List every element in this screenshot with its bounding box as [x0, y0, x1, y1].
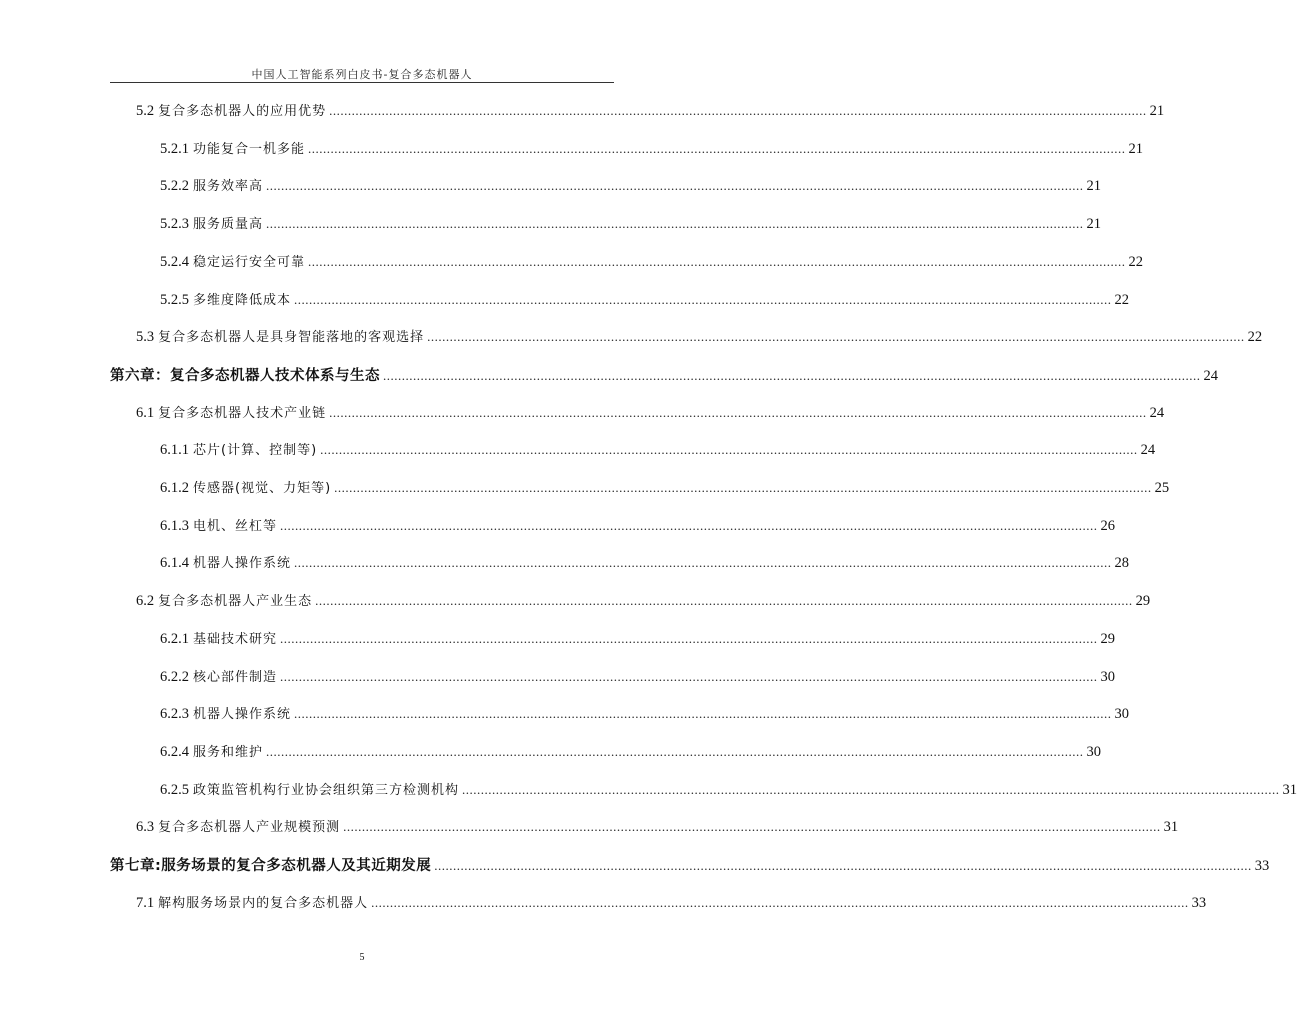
toc-entry[interactable] — [0, 552, 1130, 574]
toc-entry-title: 服务质量高 — [193, 217, 264, 233]
toc-entry-number: 5.2.3 — [160, 216, 189, 233]
toc-entry-page: 25 — [1154, 480, 1170, 496]
toc-entry[interactable] — [0, 289, 1130, 311]
toc-entry-page: 24 — [1149, 404, 1165, 421]
toc-entry-title: 电机、丝杠等 — [193, 518, 278, 534]
toc-entry-page: 21 — [1128, 140, 1144, 157]
toc-entry[interactable] — [0, 590, 1151, 612]
toc-dot-leader — [280, 518, 1098, 534]
toc-entry-number: 6.2.3 — [160, 706, 189, 723]
toc-dot-leader — [434, 858, 1252, 874]
toc-entry[interactable] — [0, 779, 1297, 801]
toc-entry-number: 6.2.5 — [160, 781, 189, 798]
toc-entry[interactable] — [0, 402, 1165, 424]
toc-dot-leader — [383, 368, 1201, 384]
toc-entry-number: 6.1.3 — [160, 517, 189, 534]
toc-entry-title: 功能复合一机多能 — [193, 141, 306, 157]
toc-entry-page: 24 — [1140, 442, 1156, 459]
toc-entry[interactable] — [0, 477, 1170, 499]
toc-entry-number: 5.2.1 — [160, 140, 189, 157]
toc-entry-page: 30 — [1114, 706, 1130, 723]
toc-entry-number: 6.1.2 — [160, 480, 189, 496]
toc-dot-leader — [329, 103, 1147, 119]
toc-entry-page: 24 — [1203, 367, 1218, 384]
toc-entry-page: 21 — [1149, 103, 1165, 119]
toc-entry-number: 5.3 — [136, 329, 155, 346]
toc-entry[interactable] — [0, 175, 1102, 197]
page-number: 5 — [359, 952, 365, 963]
toc-dot-leader — [343, 819, 1161, 835]
toc-entry-number: 6.1.4 — [160, 555, 189, 572]
toc-entry-number: 6.2.2 — [160, 668, 189, 685]
toc-entry-number: 5.2.2 — [160, 178, 189, 195]
toc-dot-leader — [462, 782, 1280, 798]
toc-entry[interactable] — [0, 326, 1263, 348]
toc-entry[interactable] — [0, 628, 1116, 650]
toc-dot-leader — [294, 292, 1112, 308]
toc-entry-page: 22 — [1114, 291, 1130, 308]
toc-dot-leader — [266, 178, 1084, 194]
toc-dot-leader — [427, 329, 1245, 345]
toc-entry-title: 复合多态机器人产业规模预测 — [158, 820, 341, 836]
toc-entry-number: 6.2.4 — [160, 743, 189, 760]
toc-entry-number: 5.2.5 — [160, 291, 189, 308]
toc-dot-leader — [294, 555, 1112, 571]
toc-entry-page: 30 — [1086, 743, 1102, 760]
toc-entry[interactable] — [0, 816, 1179, 838]
toc-entry-page: 33 — [1254, 858, 1270, 874]
toc-entry-page: 29 — [1100, 630, 1116, 647]
toc-entry-title: 基础技术研究 — [193, 631, 278, 647]
toc-entry-page: 31 — [1282, 781, 1297, 798]
toc-entry-title: 第六章：复合多态机器人技术体系与生态 — [110, 367, 380, 384]
toc-entry-page: 33 — [1191, 894, 1207, 911]
toc-entry[interactable] — [0, 138, 1144, 160]
toc-dot-leader — [280, 669, 1098, 685]
toc-entry-number: 5.2 — [136, 103, 155, 119]
toc-entry[interactable] — [0, 515, 1116, 537]
toc-entry-title: 政策监管机构行业协会组织第三方检测机构 — [193, 782, 460, 798]
toc-entry-title: 第七章:服务场景的复合多态机器人及其近期发展 — [110, 858, 432, 874]
toc-entry-page: 29 — [1135, 593, 1151, 610]
toc-dot-leader — [329, 405, 1147, 421]
toc-entry-title: 核心部件制造 — [193, 669, 278, 685]
toc-entry-number: 6.2 — [136, 593, 155, 610]
toc-entry-title: 芯片(计算、控制等) — [193, 443, 318, 459]
toc-entry[interactable] — [0, 741, 1102, 763]
toc-dot-leader — [280, 631, 1098, 647]
toc-entry[interactable] — [0, 892, 1207, 914]
toc-entry-page: 22 — [1128, 253, 1144, 270]
toc-entry-title: 服务效率高 — [193, 179, 264, 195]
toc-dot-leader — [266, 744, 1084, 760]
toc-dot-leader — [308, 141, 1126, 157]
toc-entry-page: 26 — [1100, 517, 1116, 534]
toc-entry[interactable] — [0, 666, 1116, 688]
toc-entry-title: 机器人操作系统 — [193, 556, 292, 572]
toc-dot-leader — [266, 216, 1084, 232]
toc-entry-title: 机器人操作系统 — [193, 707, 292, 723]
toc-entry[interactable] — [0, 364, 1218, 386]
toc-entry-title: 复合多态机器人技术产业链 — [158, 405, 327, 421]
toc-entry[interactable] — [0, 854, 1270, 876]
toc-entry-number: 5.2.4 — [160, 253, 189, 270]
toc-entry-page: 22 — [1247, 329, 1263, 346]
toc-entry-title: 解构服务场景内的复合多态机器人 — [158, 895, 369, 911]
toc-entry-page: 21 — [1086, 178, 1102, 195]
toc-entry-page: 28 — [1114, 555, 1130, 572]
toc-entry-title: 传感器(视觉、力矩等) — [193, 481, 332, 496]
toc-dot-leader — [334, 480, 1152, 496]
toc-entry-number: 6.1.1 — [160, 442, 189, 459]
toc-entry-title: 多维度降低成本 — [193, 292, 292, 308]
toc-entry-number: 6.1 — [136, 404, 155, 421]
toc-dot-leader — [320, 442, 1138, 458]
toc-entry-number: 7.1 — [136, 894, 155, 911]
running-header: 中国人工智能系列白皮书-复合多态机器人 — [251, 68, 473, 81]
header-rule — [110, 82, 614, 83]
toc-entry[interactable] — [0, 251, 1144, 273]
toc-dot-leader — [294, 706, 1112, 722]
toc-dot-leader — [371, 895, 1189, 911]
toc-entry-page: 31 — [1163, 819, 1179, 836]
toc-entry-title: 服务和维护 — [193, 744, 264, 760]
toc-entry-title: 复合多态机器人的应用优势 — [158, 104, 327, 119]
toc-dot-leader — [308, 254, 1126, 270]
toc-entry-page: 21 — [1086, 216, 1102, 233]
toc-entry[interactable] — [0, 703, 1130, 725]
toc-entry[interactable] — [0, 100, 1165, 122]
toc-dot-leader — [315, 593, 1133, 609]
toc-entry-title: 稳定运行安全可靠 — [193, 254, 306, 270]
toc-entry[interactable] — [0, 213, 1102, 235]
toc-entry-title: 复合多态机器人是具身智能落地的客观选择 — [158, 330, 425, 346]
toc-entry-number: 6.2.1 — [160, 630, 189, 647]
toc-entry[interactable] — [0, 439, 1156, 461]
toc-entry-number: 6.3 — [136, 819, 155, 836]
toc-entry-title: 复合多态机器人产业生态 — [158, 594, 313, 610]
toc-entry-page: 30 — [1100, 668, 1116, 685]
